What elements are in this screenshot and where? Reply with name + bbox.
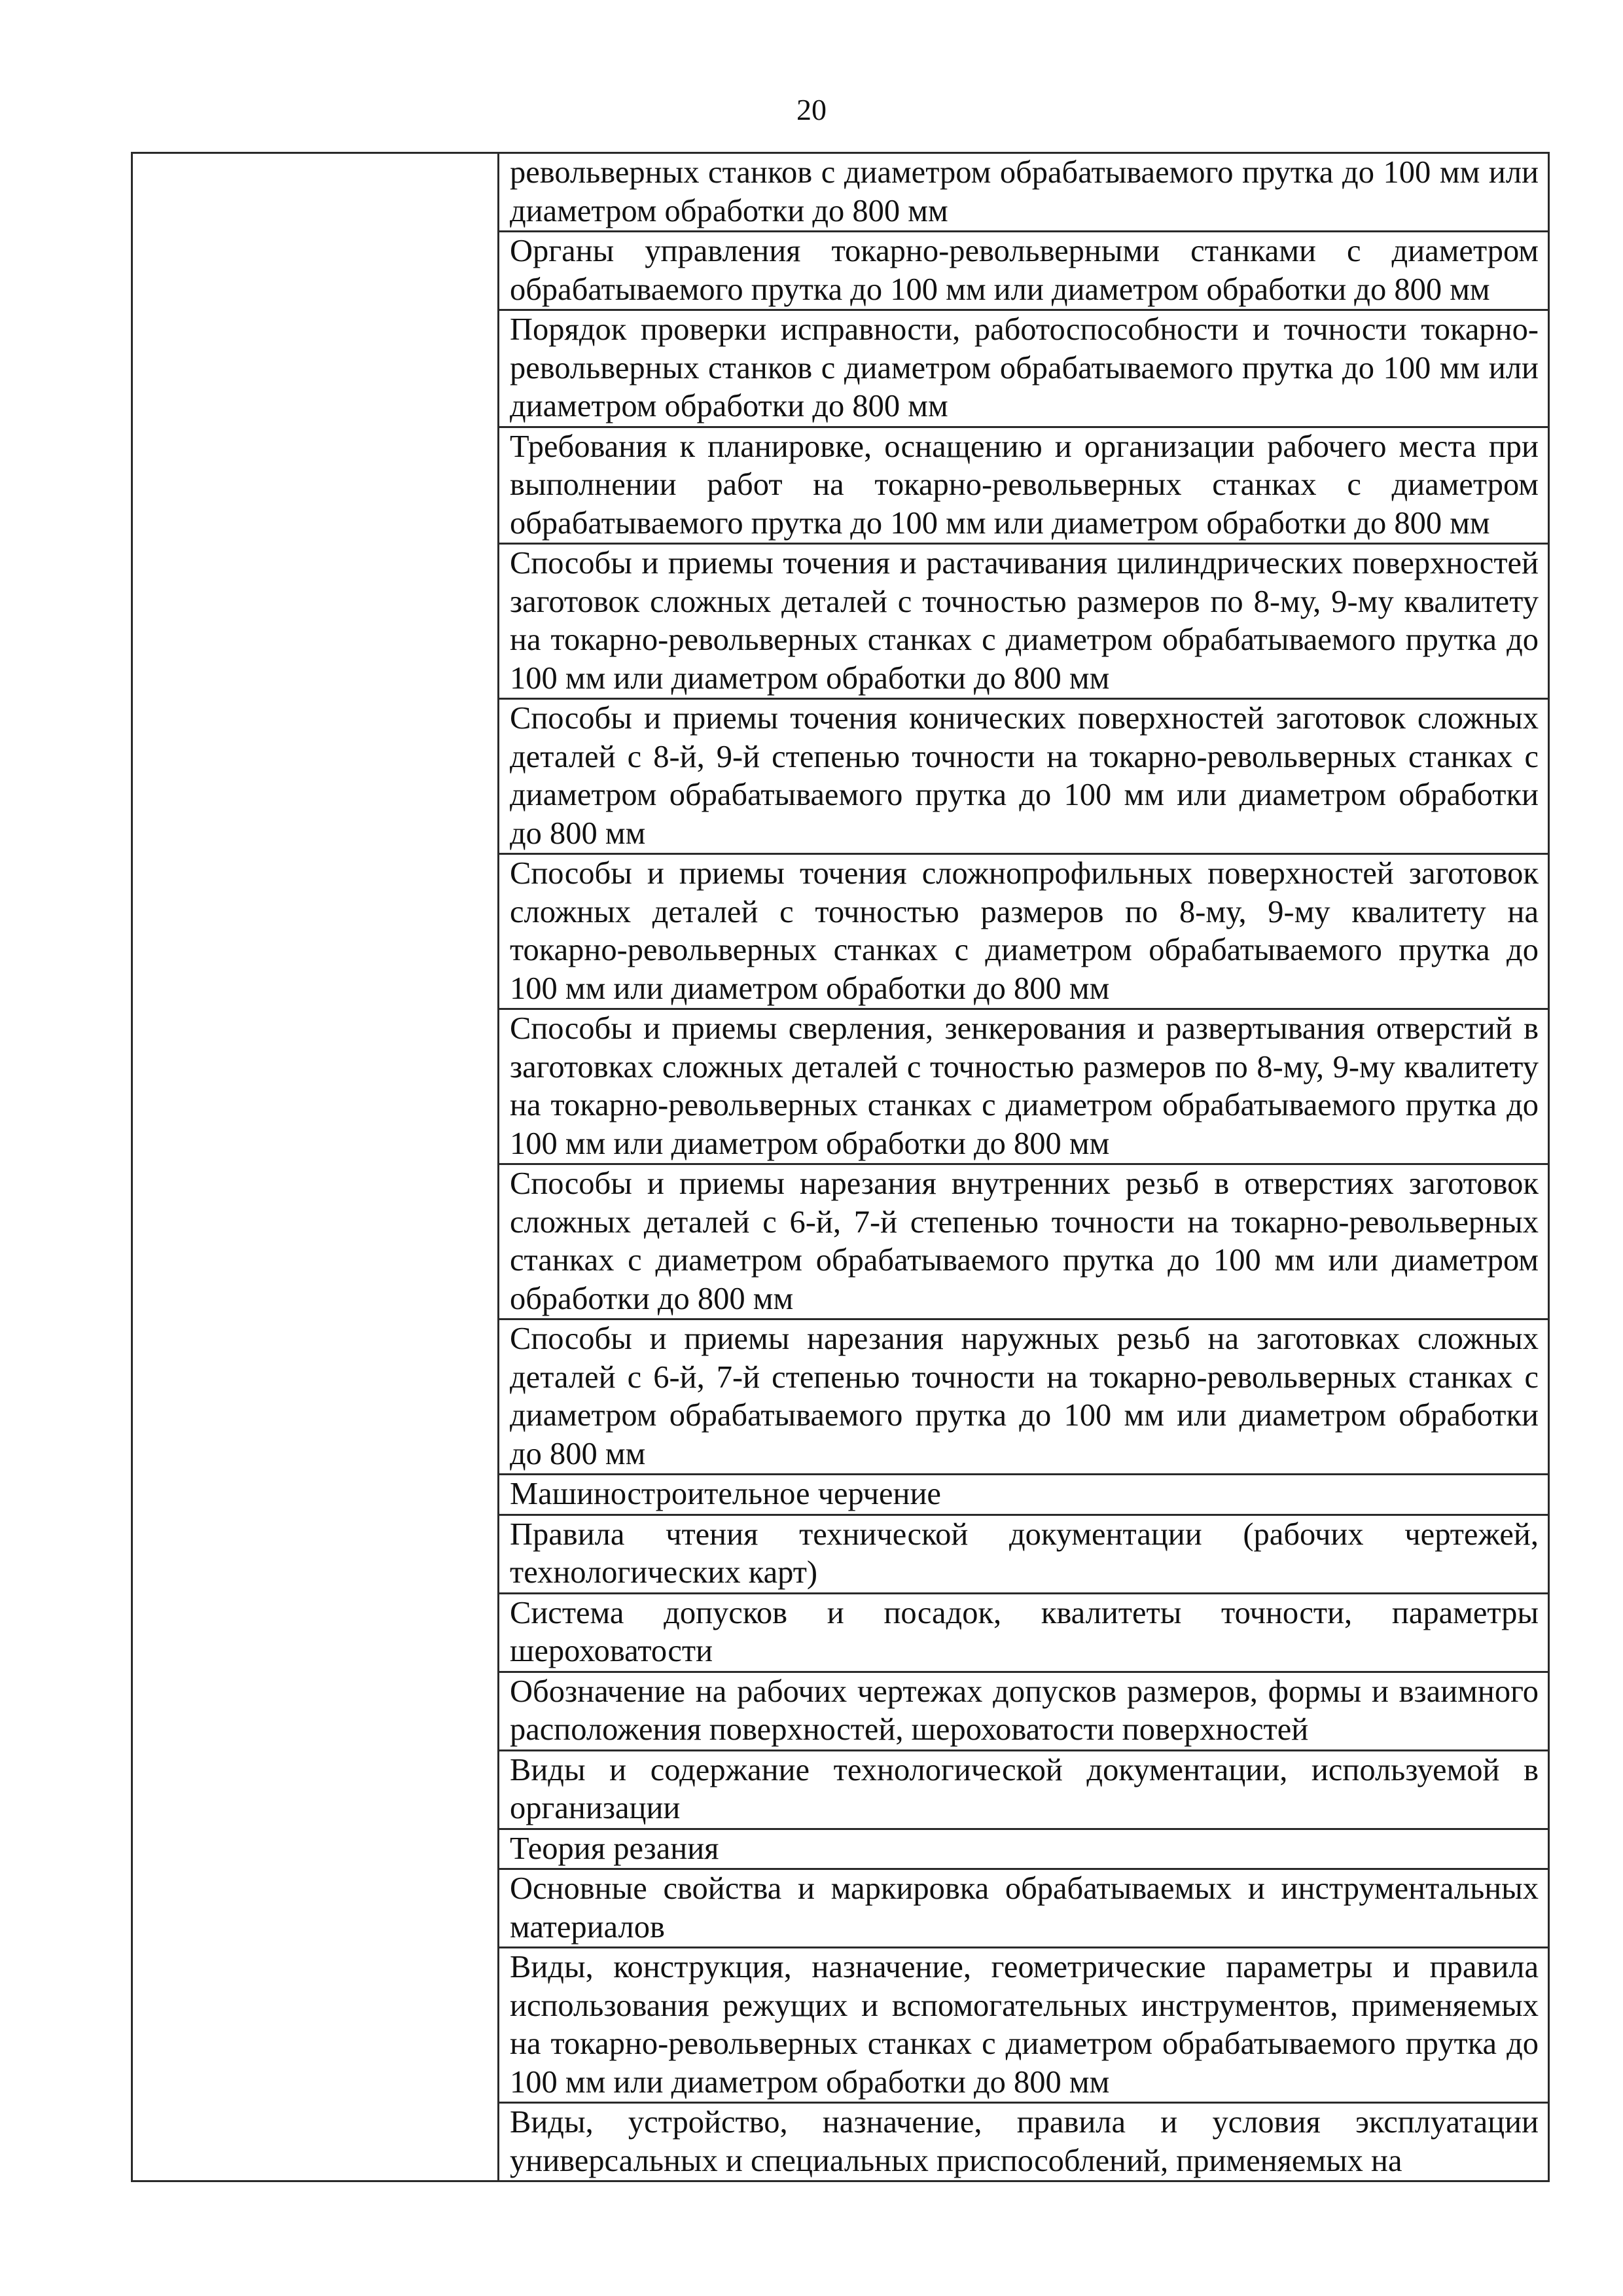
- row-text: Способы и приемы нарезания наружных резьб на заготовках сложных деталей с 6-й, 7-й степенью точности на токарно-револьверных станках с диаметром обрабатываемого прутка до 100 мм или диаметром обработки до 800 мм: [510, 1321, 1539, 1471]
- row-text: Способы и приемы сверления, зенкерования и развертывания отверстий в заготовках сложных деталей с точностью размеров по 8-му, 9-му квалитету на токарно-револьверных станках с диаметром обрабатываемого прутка до 100 мм или диаметром обработки до 800 мм: [510, 1011, 1539, 1161]
- table-cell: [499, 1515, 1549, 1593]
- row-text: Система допусков и посадок, квалитеты точности, параметры шероховатости: [510, 1595, 1539, 1668]
- requirements-table: [131, 152, 1550, 2182]
- row-text: Машиностроительное черчение: [510, 1477, 941, 1511]
- row-text: Основные свойства и маркировка обрабатываемых и инструментальных материалов: [510, 1871, 1539, 1945]
- table-cell: [499, 1829, 1549, 1869]
- row-text: Теория резания: [510, 1831, 719, 1866]
- table-cell: [499, 1009, 1549, 1164]
- row-text: Способы и приемы точения и растачивания цилиндрических поверхностей заготовок сложных деталей с точностью размеров по 8-му, 9-му квалитету на токарно-револьверных станках с диаметром обрабатываемого прутка до 100 мм или диаметром обработки до 800 мм: [510, 546, 1539, 696]
- table-cell: [499, 2103, 1549, 2181]
- row-text: Способы и приемы точения конических поверхностей заготовок сложных деталей с 8-й, 9-й степенью точности на токарно-револьверных станках с диаметром обрабатываемого прутка до 100 мм или диаметром обработки до 800 мм: [510, 701, 1539, 851]
- page-number: 20: [796, 93, 827, 126]
- row-text: Органы управления токарно-револьверными станками с диаметром обрабатываемого прутка до 100 мм или диаметром обработки до 800 мм: [510, 234, 1539, 307]
- row-text: Требования к планировке, оснащению и организации рабочего места при выполнении работ на токарно-револьверных станках с диаметром обрабатываемого прутка до 100 мм или диаметром обработки до 800 мм: [510, 429, 1539, 541]
- table-cell: [499, 1475, 1549, 1515]
- left-empty-cell: [132, 153, 499, 2181]
- table-cell: [499, 232, 1549, 310]
- table-cell: [499, 854, 1549, 1009]
- table-cell: [499, 1750, 1549, 1829]
- table-cell: [499, 1593, 1549, 1672]
- row-text: Способы и приемы нарезания внутренних резьб в отверстиях заготовок сложных деталей с 6-й, 7-й степенью точности на токарно-револьверных станках с диаметром обрабатываемого прутка до 100 мм или диаметром обработки до 800 мм: [510, 1166, 1539, 1316]
- table-cell: [499, 427, 1549, 544]
- row-text: револьверных станков с диаметром обрабатываемого прутка до 100 мм или диаметром обработки до 800 мм: [510, 155, 1539, 228]
- row-text: Правила чтения технической документации (рабочих чертежей, технологических карт): [510, 1516, 1539, 1590]
- row-text: Виды и содержание технологической документации, используемой в организации: [510, 1752, 1539, 1825]
- table-cell: [499, 1948, 1549, 2103]
- table-cell: [499, 1164, 1549, 1319]
- table-cell: [499, 544, 1549, 699]
- table-cell: [499, 153, 1549, 232]
- table-row: [132, 153, 1549, 232]
- table-cell: [499, 699, 1549, 854]
- row-text: Порядок проверки исправности, работоспособности и точности токарно-револьверных станков с диаметром обрабатываемого прутка до 100 мм или диаметром обработки до 800 мм: [510, 312, 1539, 423]
- table-cell: [499, 1672, 1549, 1750]
- table-cell: [499, 1869, 1549, 1948]
- table-cell: [499, 310, 1549, 427]
- row-text: Виды, устройство, назначение, правила и условия эксплуатации универсальных и специальных приспособлений, применяемых на: [510, 2105, 1539, 2178]
- row-text: Обозначение на рабочих чертежах допусков размеров, формы и взаимного расположения поверхностей, шероховатости поверхностей: [510, 1674, 1539, 1747]
- table-cell: [499, 1319, 1549, 1475]
- row-text: Способы и приемы точения сложнопрофильных поверхностей заготовок сложных деталей с точностью размеров по 8-му, 9-му квалитету на токарно-револьверных станках с диаметром обрабатываемого прутка до 100 мм или диаметром обработки до 800 мм: [510, 856, 1539, 1006]
- row-text: Виды, конструкция, назначение, геометрические параметры и правила использования режущих и вспомогательных инструментов, применяемых на токарно-револьверных станках с диаметром обрабатываемого прутка до 100 мм или диаметром обработки до 800 мм: [510, 1950, 1539, 2100]
